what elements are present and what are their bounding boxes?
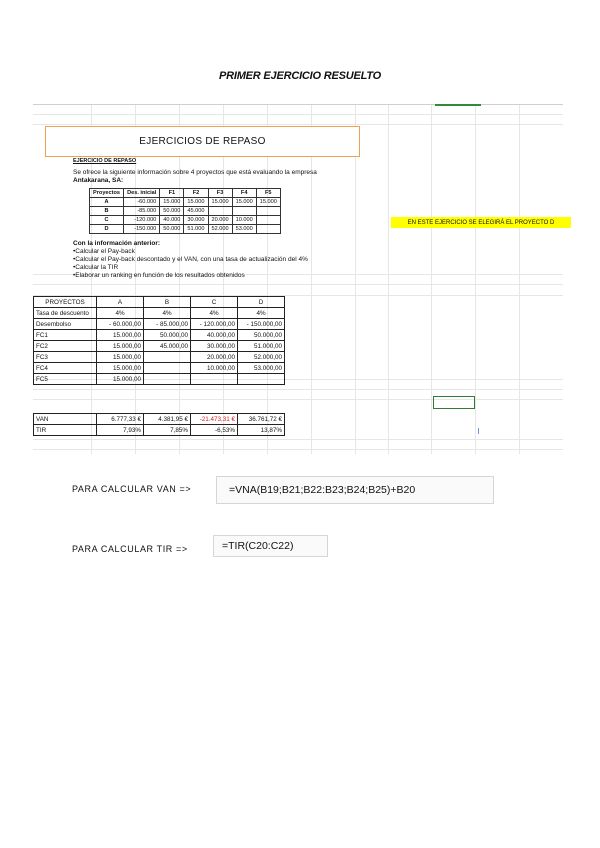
table-cell xyxy=(256,225,280,234)
text-cursor xyxy=(478,428,479,434)
van-formula-box xyxy=(216,476,494,504)
selected-cell[interactable] xyxy=(433,396,475,409)
table-cell: -150.000 xyxy=(124,225,160,234)
table-cell[interactable]: 15.000,00 xyxy=(97,330,144,341)
header-cell[interactable]: A xyxy=(97,297,144,308)
table-cell[interactable]: 4.381,95 € xyxy=(144,414,191,425)
tir-formula-label: PARA CALCULAR TIR => xyxy=(72,544,188,554)
table-row xyxy=(34,363,285,374)
table-cell: 15.000 xyxy=(232,198,256,207)
van-row xyxy=(34,414,285,425)
table-cell[interactable] xyxy=(191,374,238,385)
repaso-title-box xyxy=(45,126,360,157)
tir-formula-text: =TIR(C20:C22) xyxy=(222,540,294,552)
repaso-subheading: EJERCICIO DE REPASO xyxy=(73,158,137,164)
table-row xyxy=(34,374,285,385)
results-header-row xyxy=(34,297,285,308)
table-cell[interactable]: 4% xyxy=(238,308,285,319)
van-formula-label: PARA CALCULAR VAN => xyxy=(72,484,192,494)
table-row xyxy=(90,198,281,207)
empty-row xyxy=(34,385,285,414)
repaso-company: Antakarana, SA: xyxy=(73,177,124,184)
header-cell: F5 xyxy=(256,189,280,198)
table-cell xyxy=(256,216,280,225)
active-column-indicator xyxy=(435,104,481,106)
header-cell: F3 xyxy=(208,189,232,198)
table-cell[interactable]: -6,53% xyxy=(191,425,238,436)
header-cell: F1 xyxy=(160,189,184,198)
tir-formula-box xyxy=(213,535,328,557)
header-cell[interactable]: PROYECTOS xyxy=(34,297,97,308)
highlight-text: EN ESTE EJERCICIO SE ELEGIRÁ EL PROYECTO D xyxy=(407,219,555,226)
table-cell[interactable]: -21.473,31 € xyxy=(191,414,238,425)
table-cell[interactable]: 50.000,00 xyxy=(144,330,191,341)
table-cell: 20.000 xyxy=(208,216,232,225)
spreadsheet-image xyxy=(33,104,563,454)
task-item: •Calcular el Pay-back xyxy=(73,248,135,255)
table-cell xyxy=(208,207,232,216)
table-cell: 15.000 xyxy=(184,198,208,207)
table-row xyxy=(34,352,285,363)
table-cell[interactable]: 50.000,00 xyxy=(238,330,285,341)
projects-table-header xyxy=(90,189,281,198)
table-cell[interactable]: 30.000,00 xyxy=(191,341,238,352)
page-title: PRIMER EJERCICIO RESUELTO xyxy=(218,70,382,82)
table-cell[interactable]: FC3 xyxy=(34,352,97,363)
table-cell: B xyxy=(90,207,124,216)
table-cell: 50.000 xyxy=(160,225,184,234)
table-cell[interactable]: 4% xyxy=(97,308,144,319)
table-cell[interactable]: 52.000,00 xyxy=(238,352,285,363)
table-cell: -85.000 xyxy=(124,207,160,216)
header-cell: F2 xyxy=(184,189,208,198)
table-row xyxy=(90,225,281,234)
table-cell[interactable]: FC1 xyxy=(34,330,97,341)
table-cell: -120.000 xyxy=(124,216,160,225)
table-cell[interactable]: 15.000,00 xyxy=(97,363,144,374)
table-cell: A xyxy=(90,198,124,207)
table-cell: 50.000 xyxy=(160,207,184,216)
table-cell[interactable]: TIR xyxy=(34,425,97,436)
table-cell[interactable]: 15.000,00 xyxy=(97,374,144,385)
table-cell[interactable]: 53.000,00 xyxy=(238,363,285,374)
table-cell: 51.000 xyxy=(184,225,208,234)
table-cell: 52.000 xyxy=(208,225,232,234)
table-cell[interactable]: FC2 xyxy=(34,341,97,352)
table-row xyxy=(34,308,285,319)
table-cell[interactable]: 6.777,33 € xyxy=(97,414,144,425)
table-cell: 45.000 xyxy=(184,207,208,216)
task-item: •Calcular el Pay-back descontado y el VAN, con una tasa de actualización del 4% xyxy=(73,256,308,263)
table-cell[interactable]: - 60.000,00 xyxy=(97,319,144,330)
table-cell: 15.000 xyxy=(160,198,184,207)
table-cell[interactable]: 10.000,00 xyxy=(191,363,238,374)
header-cell: Des. inicial xyxy=(124,189,160,198)
table-cell[interactable]: - 120.000,00 xyxy=(191,319,238,330)
table-cell: C xyxy=(90,216,124,225)
table-cell[interactable]: 36.761,72 € xyxy=(238,414,285,425)
table-cell[interactable]: - 85.000,00 xyxy=(144,319,191,330)
table-cell[interactable]: - 150.000,00 xyxy=(238,319,285,330)
table-cell: 30.000 xyxy=(184,216,208,225)
header-cell[interactable]: B xyxy=(144,297,191,308)
table-cell: 10.000 xyxy=(232,216,256,225)
table-row xyxy=(90,216,281,225)
table-cell[interactable]: 4% xyxy=(191,308,238,319)
table-row xyxy=(90,207,281,216)
tir-row xyxy=(34,425,285,436)
highlight-note xyxy=(391,217,571,228)
header-cell: F4 xyxy=(232,189,256,198)
header-cell[interactable]: D xyxy=(238,297,285,308)
projects-table xyxy=(89,188,281,234)
table-cell[interactable]: 40.000,00 xyxy=(191,330,238,341)
table-cell[interactable]: 15.000,00 xyxy=(97,341,144,352)
table-cell[interactable]: Desembolso xyxy=(34,319,97,330)
table-cell[interactable]: 20.000,00 xyxy=(191,352,238,363)
table-cell: 40.000 xyxy=(160,216,184,225)
table-cell[interactable]: 7,85% xyxy=(144,425,191,436)
van-formula-text: =VNA(B19;B21;B22:B23;B24;B25)+B20 xyxy=(229,484,416,496)
table-cell[interactable]: FC4 xyxy=(34,363,97,374)
table-cell xyxy=(232,207,256,216)
table-cell[interactable]: 51.000,00 xyxy=(238,341,285,352)
repaso-content xyxy=(73,157,373,280)
repaso-intro: Se ofrece la siguiente información sobre 4 proyectos que está evaluando la empresa xyxy=(73,169,317,176)
table-cell: 53.000 xyxy=(232,225,256,234)
table-cell[interactable] xyxy=(144,363,191,374)
table-cell[interactable]: VAN xyxy=(34,414,97,425)
results-table xyxy=(33,296,285,436)
table-cell: 15.000 xyxy=(208,198,232,207)
header-cell: Proyectos xyxy=(90,189,124,198)
table-cell[interactable]: 13,87% xyxy=(238,425,285,436)
info-block xyxy=(73,240,373,280)
table-cell: D xyxy=(90,225,124,234)
table-row xyxy=(34,319,285,330)
table-cell[interactable] xyxy=(144,374,191,385)
table-cell xyxy=(256,207,280,216)
task-item: •Elaborar un ranking en función de los resultados obtenidos xyxy=(73,272,245,279)
table-cell[interactable] xyxy=(238,374,285,385)
table-cell[interactable]: FC5 xyxy=(34,374,97,385)
table-cell[interactable]: 7,93% xyxy=(97,425,144,436)
table-cell: 15.000 xyxy=(256,198,280,207)
table-cell[interactable]: 4% xyxy=(144,308,191,319)
header-cell[interactable]: C xyxy=(191,297,238,308)
task-item: •Calcular la TIR xyxy=(73,264,119,271)
table-cell[interactable]: 15.000,00 xyxy=(97,352,144,363)
table-cell: -60.000 xyxy=(124,198,160,207)
table-cell[interactable]: Tasa de descuento xyxy=(34,308,97,319)
table-cell[interactable] xyxy=(144,352,191,363)
table-row xyxy=(34,341,285,352)
repaso-title: EJERCICIOS DE REPASO xyxy=(139,136,266,147)
table-cell[interactable]: 45.000,00 xyxy=(144,341,191,352)
table-row xyxy=(34,330,285,341)
info-heading: Con la información anterior: xyxy=(73,240,161,247)
